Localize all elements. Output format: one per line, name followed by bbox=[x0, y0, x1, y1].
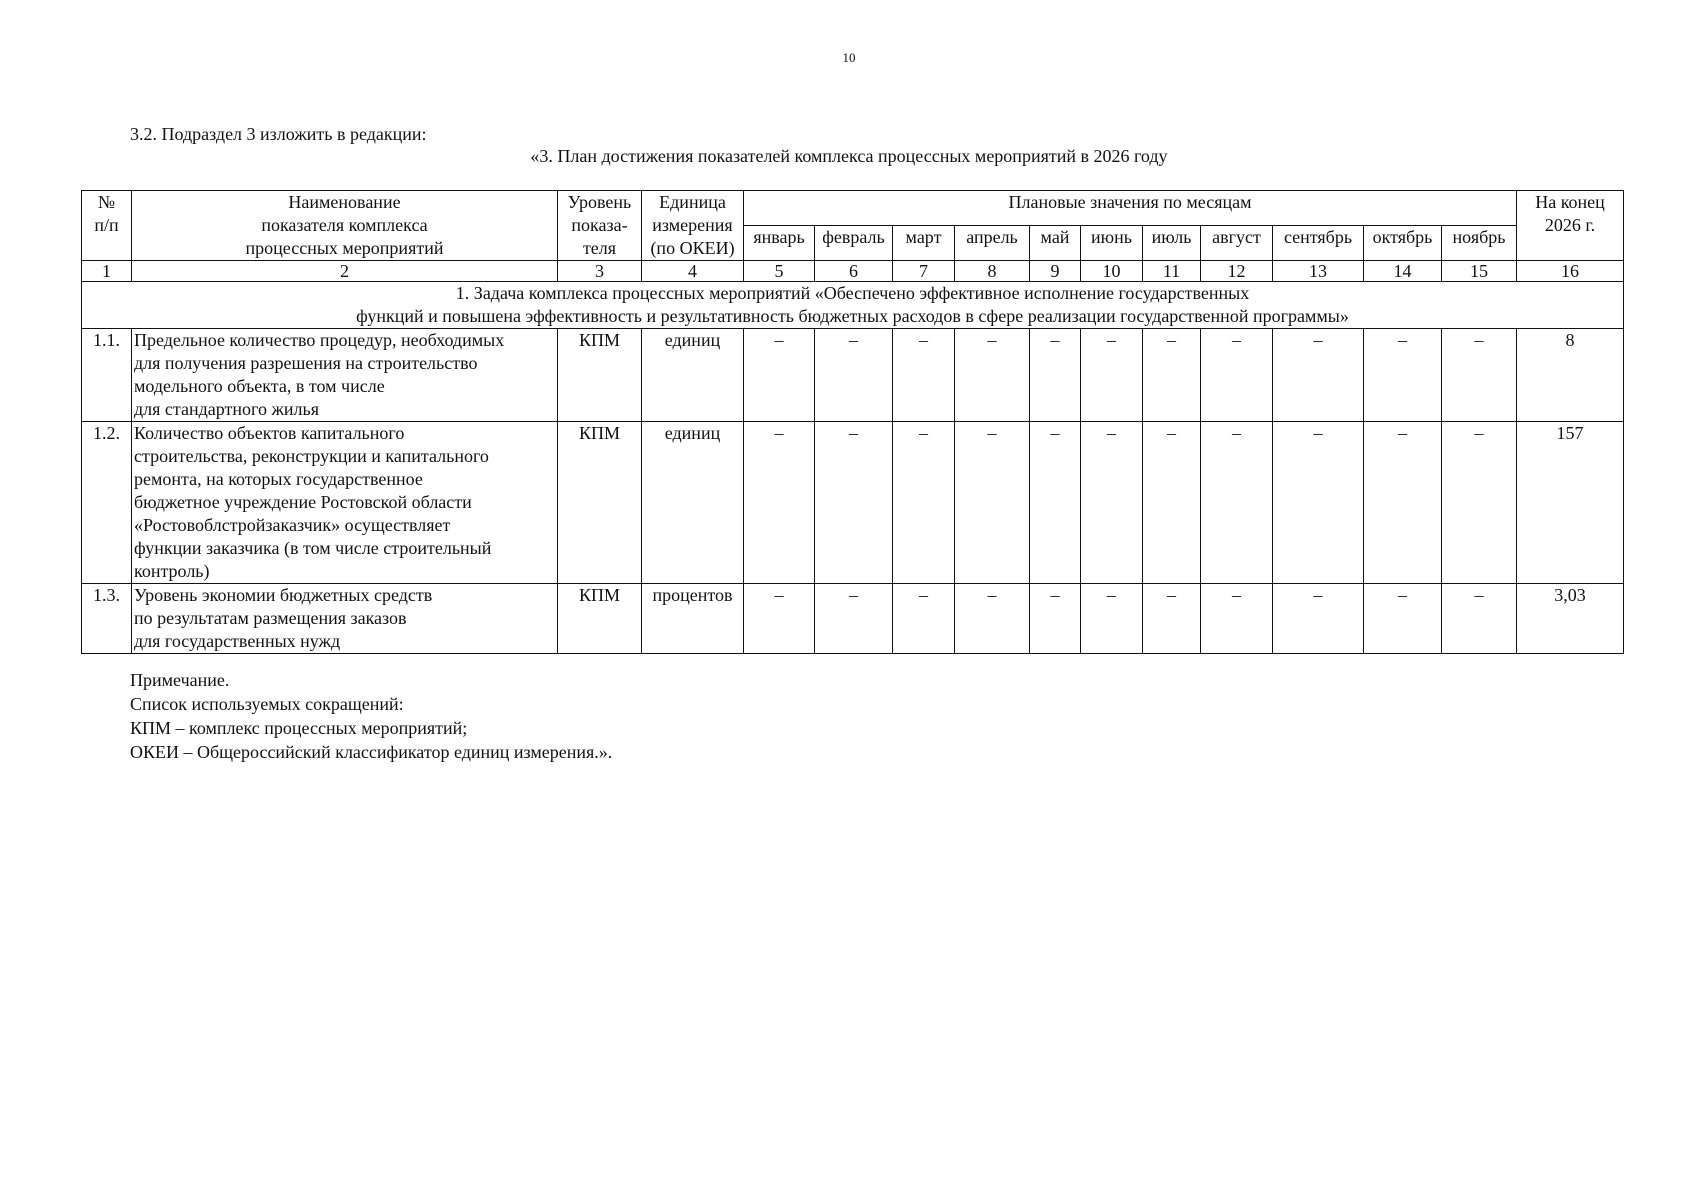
month-value: – bbox=[1364, 329, 1442, 422]
header-month: апрель bbox=[955, 226, 1030, 261]
table-title: «3. План достижения показателей комплекса процессных мероприятий в 2026 году bbox=[530, 146, 1168, 166]
task-row bbox=[82, 282, 1624, 329]
indicator-name: Количество объектов капитального строительства, реконструкции и капитального ремонта, на которых государственное бюджетное учреждение Ростовской области «Ростовоблстройзаказчик» осуществляет функции заказчика (в том числе строительный контроль) bbox=[132, 422, 558, 584]
month-value: – bbox=[955, 422, 1030, 584]
row-number: 1.3. bbox=[82, 584, 132, 654]
month-value: – bbox=[955, 329, 1030, 422]
header-year-end: На конец 2026 г. bbox=[1517, 191, 1624, 261]
month-value: – bbox=[893, 422, 955, 584]
month-value: – bbox=[744, 329, 815, 422]
indicator-name: Предельное количество процедур, необходимых для получения разрешения на строительство модельного объекта, в том числе для стандартного жилья bbox=[132, 329, 558, 422]
column-number: 1 bbox=[82, 261, 132, 282]
indicator-unit: единиц bbox=[642, 329, 744, 422]
month-value: – bbox=[1201, 422, 1273, 584]
indicator-unit: единиц bbox=[642, 422, 744, 584]
month-value: – bbox=[1143, 584, 1201, 654]
month-value: – bbox=[1273, 329, 1364, 422]
header-planned: Плановые значения по месяцам bbox=[744, 191, 1517, 226]
column-number-row bbox=[82, 261, 1624, 282]
month-value: – bbox=[815, 422, 893, 584]
header-month: июль bbox=[1143, 226, 1201, 261]
note-abbreviations-title: Список используемых сокращений: bbox=[130, 694, 404, 714]
header-month: март bbox=[893, 226, 955, 261]
note-abbreviation-okei: ОКЕИ – Общероссийский классификатор единиц измерения.». bbox=[130, 742, 613, 762]
month-value: – bbox=[1030, 329, 1081, 422]
month-value: – bbox=[1030, 584, 1081, 654]
intro-text: 3.2. Подраздел 3 изложить в редакции: bbox=[130, 124, 427, 144]
indicator-level: КПМ bbox=[558, 329, 642, 422]
month-value: – bbox=[1081, 422, 1143, 584]
header-month: май bbox=[1030, 226, 1081, 261]
note-abbreviation-kpm: КПМ – комплекс процессных мероприятий; bbox=[130, 718, 468, 738]
column-number: 8 bbox=[955, 261, 1030, 282]
header-row-1 bbox=[82, 191, 1624, 226]
month-value: – bbox=[744, 584, 815, 654]
year-end-value: 8 bbox=[1517, 329, 1624, 422]
month-value: – bbox=[1081, 329, 1143, 422]
column-number: 11 bbox=[1143, 261, 1201, 282]
month-value: – bbox=[1143, 329, 1201, 422]
month-value: – bbox=[1442, 584, 1517, 654]
column-number: 16 bbox=[1517, 261, 1624, 282]
header-name: Наименование показателя комплекса процессных мероприятий bbox=[132, 191, 558, 261]
month-value: – bbox=[955, 584, 1030, 654]
indicator-level: КПМ bbox=[558, 422, 642, 584]
indicator-name: Уровень экономии бюджетных средств по результатам размещения заказов для государственных нужд bbox=[132, 584, 558, 654]
column-number: 5 bbox=[744, 261, 815, 282]
header-month: июнь bbox=[1081, 226, 1143, 261]
month-value: – bbox=[1364, 422, 1442, 584]
indicator-unit: процентов bbox=[642, 584, 744, 654]
column-number: 6 bbox=[815, 261, 893, 282]
year-end-value: 157 bbox=[1517, 422, 1624, 584]
month-value: – bbox=[1364, 584, 1442, 654]
month-value: – bbox=[1081, 584, 1143, 654]
month-value: – bbox=[1273, 422, 1364, 584]
month-value: – bbox=[815, 329, 893, 422]
column-number: 12 bbox=[1201, 261, 1273, 282]
month-value: – bbox=[1201, 329, 1273, 422]
header-month: январь bbox=[744, 226, 815, 261]
month-value: – bbox=[1030, 422, 1081, 584]
column-number: 7 bbox=[893, 261, 955, 282]
column-number: 4 bbox=[642, 261, 744, 282]
row-number: 1.1. bbox=[82, 329, 132, 422]
table-row bbox=[82, 329, 1624, 422]
header-unit: Единица измерения (по ОКЕИ) bbox=[642, 191, 744, 261]
column-number: 10 bbox=[1081, 261, 1143, 282]
plan-table bbox=[81, 190, 1624, 654]
month-value: – bbox=[815, 584, 893, 654]
header-month: октябрь bbox=[1364, 226, 1442, 261]
header-month: ноябрь bbox=[1442, 226, 1517, 261]
column-number: 3 bbox=[558, 261, 642, 282]
month-value: – bbox=[893, 584, 955, 654]
page-number: 10 bbox=[842, 50, 856, 65]
month-value: – bbox=[1442, 329, 1517, 422]
column-number: 2 bbox=[132, 261, 558, 282]
column-number: 14 bbox=[1364, 261, 1442, 282]
table-row bbox=[82, 584, 1624, 654]
year-end-value: 3,03 bbox=[1517, 584, 1624, 654]
indicator-level: КПМ bbox=[558, 584, 642, 654]
month-value: – bbox=[893, 329, 955, 422]
month-value: – bbox=[1273, 584, 1364, 654]
note-heading: Примечание. bbox=[130, 670, 230, 690]
notes bbox=[130, 668, 612, 764]
header-month: сентябрь bbox=[1273, 226, 1364, 261]
row-number: 1.2. bbox=[82, 422, 132, 584]
column-number: 13 bbox=[1273, 261, 1364, 282]
month-value: – bbox=[1143, 422, 1201, 584]
month-value: – bbox=[1201, 584, 1273, 654]
table-row bbox=[82, 422, 1624, 584]
header-level: Уровень показа- теля bbox=[558, 191, 642, 261]
header-month: август bbox=[1201, 226, 1273, 261]
month-value: – bbox=[744, 422, 815, 584]
month-value: – bbox=[1442, 422, 1517, 584]
column-number: 9 bbox=[1030, 261, 1081, 282]
column-number: 15 bbox=[1442, 261, 1517, 282]
header-month: февраль bbox=[815, 226, 893, 261]
task-title: 1. Задача комплекса процессных мероприятий «Обеспечено эффективное исполнение государственных функций и повышена эффективность и результативность бюджетных расходов в сфере реализации государственной программы» bbox=[82, 282, 1624, 329]
header-no: № п/п bbox=[82, 191, 132, 261]
